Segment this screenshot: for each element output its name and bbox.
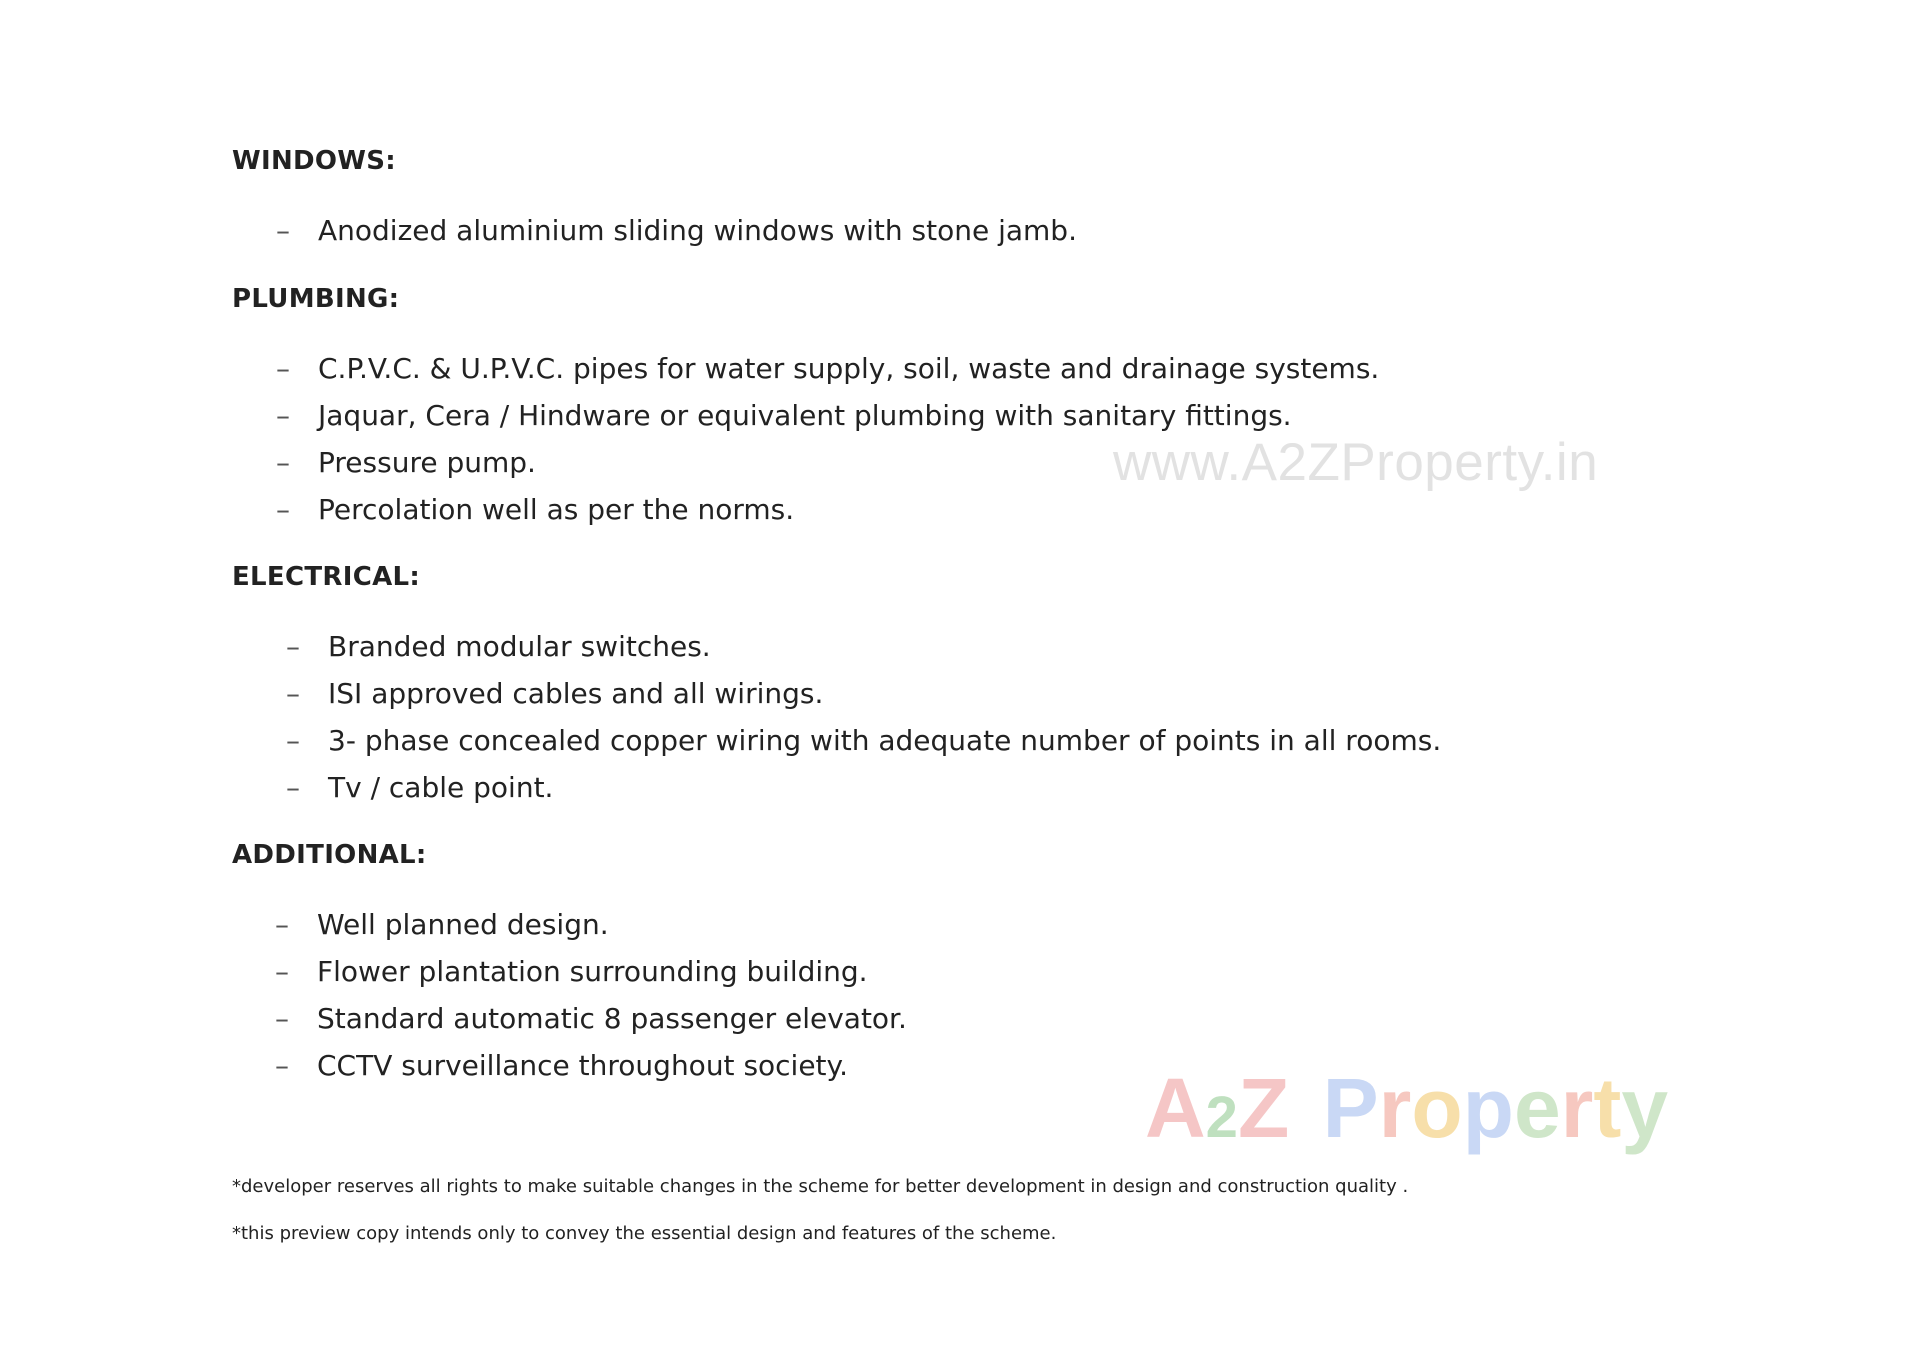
list-item-text: 3- phase concealed copper wiring with adequate number of points in all rooms. <box>328 724 1442 757</box>
logo-digit-2: 2 <box>1205 1085 1238 1150</box>
section-heading-windows: WINDOWS: <box>232 146 396 176</box>
section-heading-plumbing: PLUMBING: <box>232 284 400 314</box>
bullet-dash: – <box>286 630 300 663</box>
bullet-dash: – <box>286 771 300 804</box>
bullet-dash: – <box>276 352 290 385</box>
footnote-disclaimer: *developer reserves all rights to make suitable changes in the scheme for better development in design and construction quality . <box>232 1176 1409 1197</box>
bullet-dash: – <box>275 955 289 988</box>
bullet-dash: – <box>276 446 290 479</box>
bullet-dash: – <box>275 1049 289 1082</box>
logo-word-property: Property <box>1322 1061 1669 1155</box>
list-item-text: Jaquar, Cera / Hindware or equivalent plumbing with sanitary fittings. <box>318 399 1292 432</box>
list-item-text: Standard automatic 8 passenger elevator. <box>317 1002 907 1035</box>
bullet-dash: – <box>276 399 290 432</box>
section-heading-electrical: ELECTRICAL: <box>232 562 421 592</box>
list-item-text: ISI approved cables and all wirings. <box>328 677 824 710</box>
logo-letter-a: A <box>1145 1061 1206 1155</box>
bullet-dash: – <box>286 724 300 757</box>
list-item-text: Branded modular switches. <box>328 630 711 663</box>
list-item-text: Percolation well as per the norms. <box>318 493 795 526</box>
list-item-text: Tv / cable point. <box>328 771 554 804</box>
list-item-text: Well planned design. <box>317 908 609 941</box>
list-item-text: C.P.V.C. & U.P.V.C. pipes for water supply, soil, waste and drainage systems. <box>318 352 1380 385</box>
list-item-text: Flower plantation surrounding building. <box>317 955 868 988</box>
logo-letter-z: Z <box>1237 1061 1290 1155</box>
list-item-text: Anodized aluminium sliding windows with stone jamb. <box>318 214 1077 247</box>
list-item-text: CCTV surveillance throughout society. <box>317 1049 849 1082</box>
bullet-dash: – <box>275 908 289 941</box>
bullet-dash: – <box>276 214 290 247</box>
bullet-dash: – <box>286 677 300 710</box>
watermark-url: www.A2ZProperty.in <box>1113 433 1599 492</box>
bullet-dash: – <box>276 493 290 526</box>
watermark-logo <box>1145 1060 1668 1157</box>
section-heading-additional: ADDITIONAL: <box>232 840 427 870</box>
footnote-preview: *this preview copy intends only to convey the essential design and features of the scheme. <box>232 1223 1057 1244</box>
bullet-dash: – <box>275 1002 289 1035</box>
list-item-text: Pressure pump. <box>318 446 536 479</box>
